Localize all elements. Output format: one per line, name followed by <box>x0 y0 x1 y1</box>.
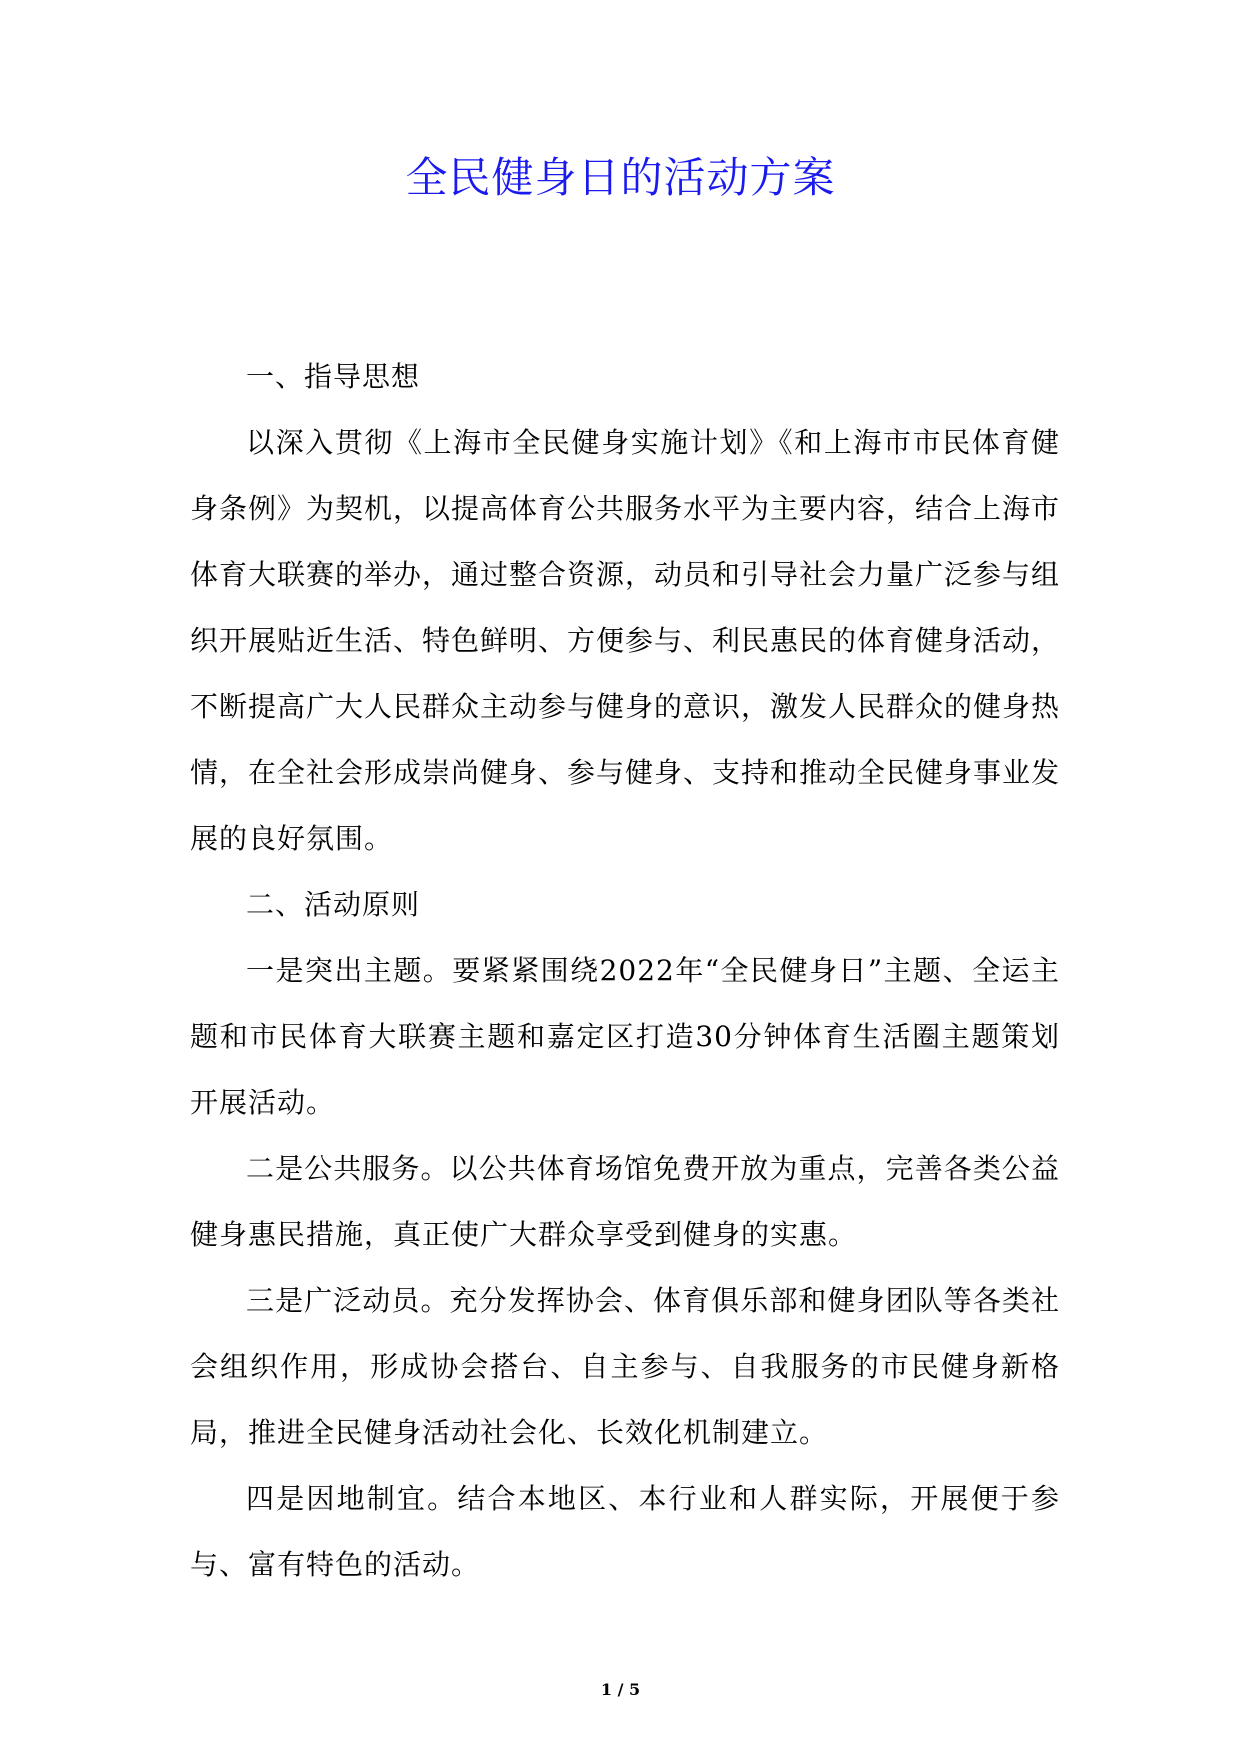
paragraph: 一是突出主题。要紧紧围绕2022年“全民健身日”主题、全运主题和市民体育大联赛主题和嘉定区打造30分钟体育生活圈主题策划开展活动。 <box>190 954 1060 1119</box>
section-heading-activity-principles: 二、活动原则 <box>246 888 421 921</box>
paragraph: 四是因地制宜。结合本地区、本行业和人群实际，开展便于参与、富有特色的活动。 <box>190 1482 1060 1581</box>
section-heading-guiding-ideology: 一、指导思想 <box>246 360 421 393</box>
document-body <box>190 344 1060 1598</box>
paragraph: 三是广泛动员。充分发挥协会、体育俱乐部和健身团队等各类社会组织作用，形成协会搭台、自主参与、自我服务的市民健身新格局，推进全民健身活动社会化、长效化机制建立。 <box>190 1284 1060 1449</box>
paragraph: 二是公共服务。以公共体育场馆免费开放为重点，完善各类公益健身惠民措施，真正使广大群众享受到健身的实惠。 <box>190 1152 1060 1251</box>
page-number: 1 / 5 <box>600 1680 641 1699</box>
document-title: 全民健身日的活动方案 <box>405 153 836 202</box>
paragraph: 以深入贯彻《上海市全民健身实施计划》《和上海市市民体育健身条例》为契机，以提高体育公共服务水平为主要内容，结合上海市体育大联赛的举办，通过整合资源，动员和引导社会力量广泛参与组织开展贴近生活、特色鲜明、方便参与、利民惠民的体育健身活动，不断提高广大人民群众主动参与健身的意识，激发人民群众的健身热情，在全社会形成崇尚健身、参与健身、支持和推动全民健身事业发展的良好氛围。 <box>190 426 1061 855</box>
